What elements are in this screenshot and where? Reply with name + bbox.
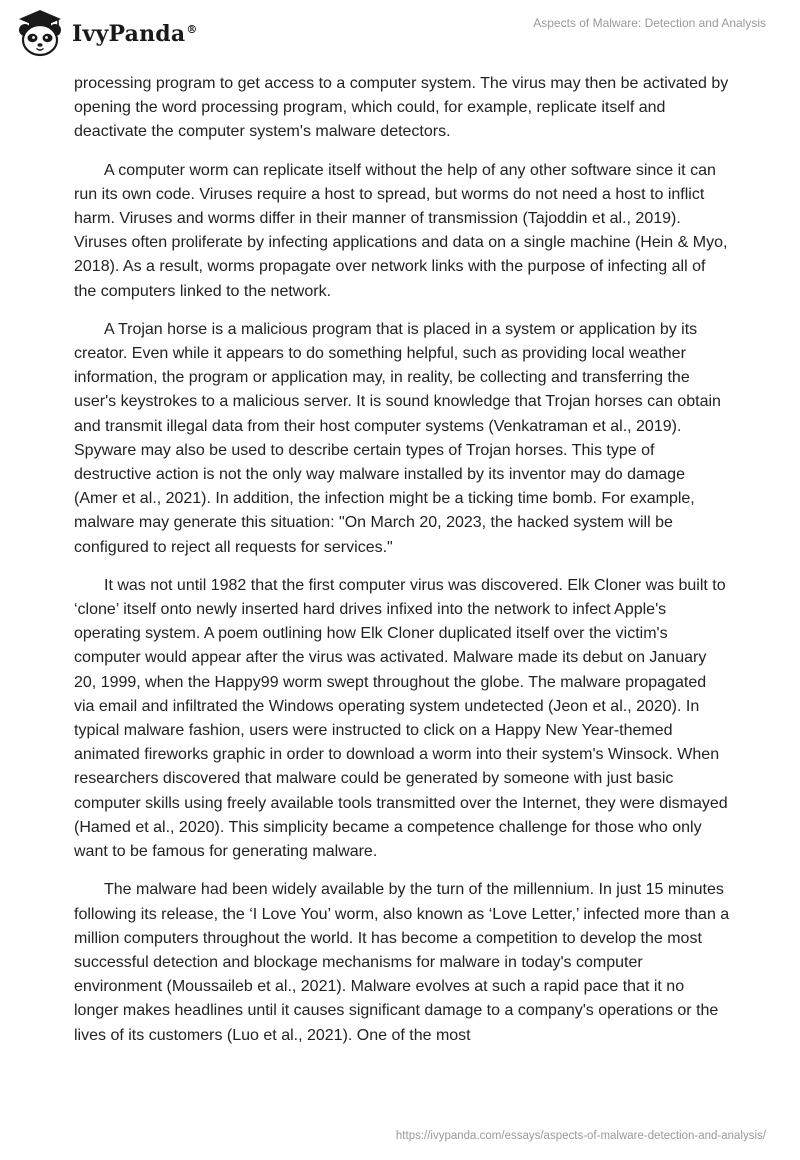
brand-name: IvyPanda® xyxy=(72,21,198,47)
panda-graduate-icon xyxy=(14,8,66,58)
ivypanda-logo[interactable] xyxy=(14,8,198,58)
paragraph: It was not until 1982 that the first computer virus was discovered. Elk Cloner was built to ‘clone’ itself onto newly inserted hard drives infixed into the network to infect Apple's operating system. A poem outlining how Elk Cloner duplicated itself over the victim's computer would appear after the virus was activated. Malware made its debut on January 20, 1999, when the Happy99 worm swept throughout the globe. The malware propagated via email and infiltrated the Windows operating system undetected (Jeon et al., 2020). In typical malware fashion, users were instructed to click on a Happy New Year-themed animated fireworks graphic in order to download a worm into their system's Winsock. When researchers discovered that malware could be generated by someone with just basic computer skills using freely available tools transmitted over the Internet, they were dismayed (Hamed et al., 2020). This simplicity became a competence challenge for those who only want to be famous for generating malware. xyxy=(74,576,728,861)
source-url-link[interactable]: https://ivypanda.com/essays/aspects-of-malware-detection-and-analysis/ xyxy=(395,1130,766,1142)
paragraph: The malware had been widely available by the turn of the millennium. In just 15 minutes following its release, the ‘I Love You’ worm, also known as ‘Love Letter,’ infected more than a million computers throughout the world. It has become a competition to develop the most successful detection and blockage mechanisms for malware in today's computer environment (Moussaileb et al., 2021). Malware evolves at such a rapid pace that it no longer makes headlines until it causes significant damage to a company's operations or the lives of its customers (Luo et al., 2021). One of the most xyxy=(74,881,730,1044)
paragraph: A computer worm can replicate itself without the help of any other software since it can run its own code. Viruses require a host to spread, but worms do not need a host to inflict harm. Viruses and worms differ in their manner of transmission (Tajoddin et al., 2019). Viruses often proliferate by infecting applications and data on a single machine (Hein & Myo, 2018). As a result, worms propagate over network links with the purpose of infecting all of the computers linked to the network. xyxy=(74,161,728,300)
paragraph: processing program to get access to a computer system. The virus may then be activated by opening the word processing program, which could, for example, replicate itself and deactivate the computer system's malware detectors. xyxy=(74,75,729,141)
page-header xyxy=(0,0,800,68)
registered-mark: ® xyxy=(186,22,198,36)
essay-body xyxy=(74,72,730,1062)
document-title: Aspects of Malware: Detection and Analysis xyxy=(533,16,766,30)
paragraph: A Trojan horse is a malicious program that is placed in a system or application by its creator. Even while it appears to do something helpful, such as providing local weather information, the program or application may, in reality, be collecting and transferring the user's keystrokes to a malicious server. It is sound knowledge that Trojan horses can obtain and transmit illegal data from their host computer systems (Venkatraman et al., 2019). Spyware may also be used to describe certain types of Trojan horses. This type of destructive action is not the only way malware installed by its inventor may do damage (Amer et al., 2021). In addition, the infection might be a ticking time bomb. For example, malware may generate this situation: "On March 20, 2023, the hacked system will be configured to reject all requests for services." xyxy=(74,320,721,556)
